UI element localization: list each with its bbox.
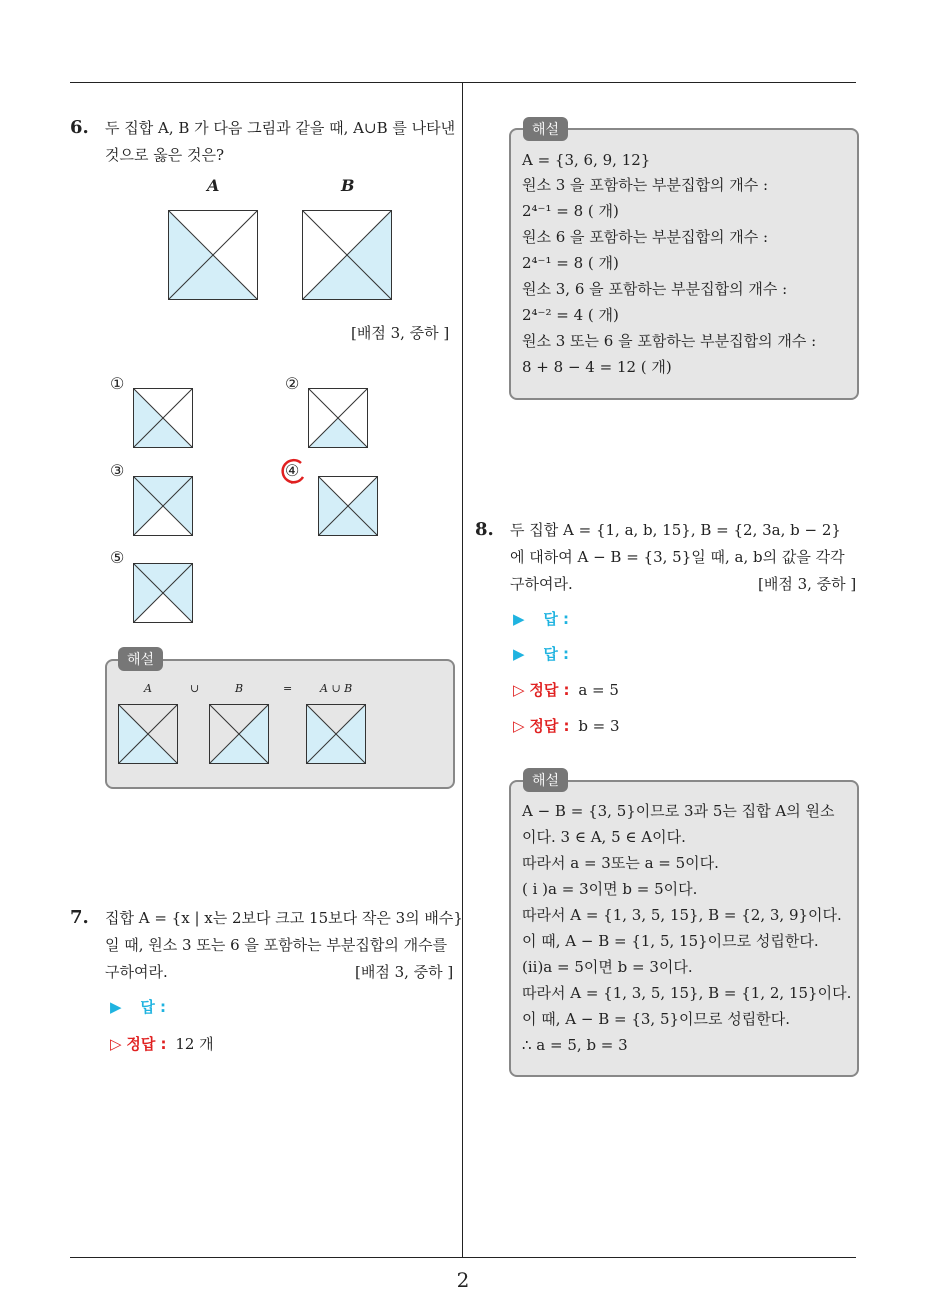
q6-option-4-label[interactable]: ④ (285, 461, 300, 480)
q6-label-b: B (341, 176, 355, 195)
q8-sol-line-2: 이다. 3 ∈ A, 5 ∈ A이다. (522, 828, 686, 846)
q8-correct-value-2: b = 3 (578, 717, 620, 735)
q6-sol-diagram-a (118, 704, 178, 764)
q7-text-line3: 구하여라. (105, 963, 168, 981)
q6-sol-label-a: A (144, 682, 152, 695)
q8-answer-label-2: 답 : (543, 645, 570, 663)
q8-solution-tag: 해설 (523, 768, 568, 792)
q8-sol-line-7: (ii)a = 5이면 b = 3이다. (522, 958, 693, 976)
q6-option-2-label[interactable]: ② (285, 374, 300, 393)
top-rule (70, 82, 856, 83)
q8-correct-row-2 (513, 715, 620, 736)
q8-correct-arrow-icon-1: ▷ (513, 681, 525, 699)
q6-score: [배점 3, 중하 ] (351, 324, 450, 342)
q6-sol-diagram-union (306, 704, 366, 764)
q8-score: [배점 3, 중하 ] (758, 575, 857, 593)
q8-answer-row-1[interactable] (513, 608, 569, 629)
q8-text-line1: 두 집합 A = {1, a, b, 15}, B = {2, 3a, b − 2} (510, 521, 841, 539)
q8-text-line2: 에 대하여 A − B = {3, 5}일 때, a, b의 값을 각각 (510, 548, 845, 566)
q6-sol-diagram-b (209, 704, 269, 764)
q7-correct-row (110, 1033, 214, 1054)
q6-text-line1: 두 집합 A, B 가 다음 그림과 같을 때, A∪B 를 나타낸 (105, 119, 456, 137)
q6-label-a: A (207, 176, 220, 195)
q6-option-2-diagram[interactable] (308, 388, 368, 448)
q8-sol-line-9: 이 때, A − B = {3, 5}이므로 성립한다. (522, 1010, 791, 1028)
q8-sol-line-5: 따라서 A = {1, 3, 5, 15}, B = {2, 3, 9}이다. (522, 906, 842, 924)
q6-text-line2: 것으로 옳은 것은? (105, 146, 225, 164)
q7-number: 7. (70, 907, 89, 928)
q7-sol-line-9: 8 + 8 − 4 = 12 ( 개) (522, 358, 672, 376)
q6-option-1-label[interactable]: ① (110, 374, 125, 393)
q8-correct-label-1: 정답 : (529, 681, 570, 699)
q8-answer-label-1: 답 : (543, 610, 570, 628)
q7-solution-tag: 해설 (523, 117, 568, 141)
q6-option-3-diagram[interactable] (133, 476, 193, 536)
q7-text-line1: 집합 A = {x | x는 2보다 크고 15보다 작은 3의 배수} (105, 909, 463, 927)
q7-score: [배점 3, 중하 ] (355, 963, 454, 981)
q6-sol-label-b: B (235, 682, 244, 695)
q7-text-line2: 일 때, 원소 3 또는 6 을 포함하는 부분집합의 개수를 (105, 936, 448, 954)
q6-solution-tag: 해설 (118, 647, 163, 671)
q8-text-line3: 구하여라. (510, 575, 573, 593)
q7-answer-label: 답 : (140, 998, 167, 1016)
q7-sol-line-6: 원소 3, 6 을 포함하는 부분집합의 개수 : (522, 280, 788, 298)
q7-sol-line-8: 원소 3 또는 6 을 포함하는 부분집합의 개수 : (522, 332, 817, 350)
bottom-rule (70, 1257, 856, 1258)
q8-sol-line-8: 따라서 A = {1, 3, 5, 15}, B = {1, 2, 15}이다. (522, 984, 852, 1002)
q7-answer-row[interactable] (110, 996, 166, 1017)
q8-sol-line-6: 이 때, A − B = {1, 5, 15}이므로 성립한다. (522, 932, 819, 950)
q7-sol-line-4: 원소 6 을 포함하는 부분집합의 개수 : (522, 228, 769, 246)
q7-correct-label: 정답 : (126, 1035, 167, 1053)
q7-answer-arrow-icon: ▶ (110, 998, 122, 1016)
q8-sol-line-1: A − B = {3, 5}이므로 3과 5는 집합 A의 원소 (522, 802, 835, 820)
q6-option-4-diagram[interactable] (318, 476, 378, 536)
q8-correct-row-1 (513, 679, 619, 700)
q6-option-5-label[interactable]: ⑤ (110, 548, 125, 567)
q6-sol-label-union: ∪ (190, 682, 200, 695)
q8-correct-label-2: 정답 : (529, 717, 570, 735)
q8-answer-arrow-icon-2: ▶ (513, 645, 525, 663)
q8-sol-line-4: ( i )a = 3이면 b = 5이다. (522, 880, 698, 898)
q6-option-1-diagram[interactable] (133, 388, 193, 448)
q6-sol-label-result: A ∪ B (320, 682, 353, 695)
q6-option-5-diagram[interactable] (133, 563, 193, 623)
q8-sol-line-10: ∴ a = 5, b = 3 (522, 1036, 628, 1054)
q7-correct-value: 12 개 (175, 1035, 214, 1053)
q8-answer-row-2[interactable] (513, 643, 569, 664)
q7-sol-line-1: A = {3, 6, 9, 12} (522, 151, 651, 169)
q8-answer-arrow-icon-1: ▶ (513, 610, 525, 628)
q8-correct-value-1: a = 5 (578, 681, 619, 699)
q7-sol-line-2: 원소 3 을 포함하는 부분집합의 개수 : (522, 176, 769, 194)
q7-sol-line-5: 2⁴⁻¹ = 8 ( 개) (522, 254, 619, 272)
q7-sol-line-7: 2⁴⁻² = 4 ( 개) (522, 306, 619, 324)
q6-venn-b (302, 210, 392, 300)
q8-number: 8. (475, 519, 494, 540)
q6-sol-label-eq: = (283, 682, 293, 695)
q8-sol-line-3: 따라서 a = 3또는 a = 5이다. (522, 854, 719, 872)
column-divider (462, 83, 463, 1258)
q7-correct-arrow-icon: ▷ (110, 1035, 122, 1053)
q8-correct-arrow-icon-2: ▷ (513, 717, 525, 735)
q6-number: 6. (70, 117, 89, 138)
q6-venn-a (168, 210, 258, 300)
q6-option-3-label[interactable]: ③ (110, 461, 125, 480)
q8-solution-box (509, 780, 859, 1077)
q7-sol-line-3: 2⁴⁻¹ = 8 ( 개) (522, 202, 619, 220)
page-number: 2 (456, 1268, 470, 1292)
